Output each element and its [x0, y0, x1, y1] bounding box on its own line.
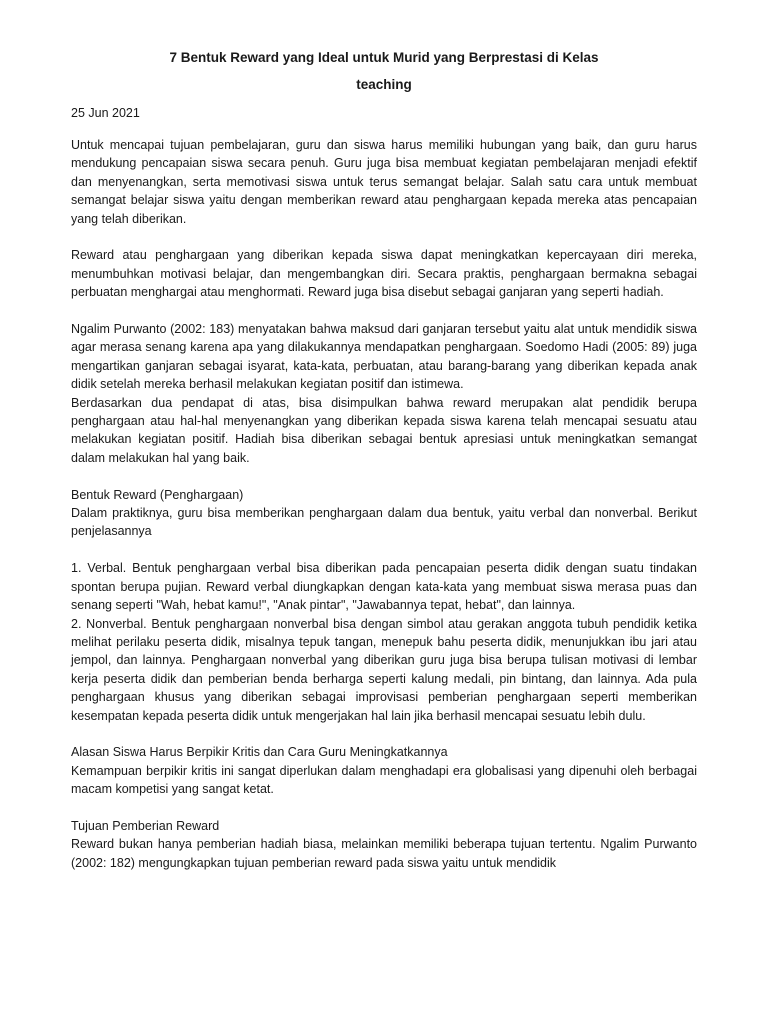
paragraph-reward-definition: Reward atau penghargaan yang diberikan kepada siswa dapat meningkatkan kepercayaan diri mereka, menumbuhkan motivasi belajar, dan mengembangkan diri. Secara praktis, penghargaan bermakna sebagai perbuatan menghargai atau menghormati. Reward juga bisa disebut sebagai ganjaran yang seperti hadiah.	[71, 248, 697, 300]
document-page	[71, 0, 697, 1024]
paragraph-expert-opinions: Ngalim Purwanto (2002: 183) menyatakan bahwa maksud dari ganjaran tersebut yaitu alat untuk mendidik siswa agar merasa senang karena apa yang dilakukannya mendapatkan penghargaan. Soedomo Hadi (2005: 89) juga mengartikan ganjaran sebagai isyarat, kata-kata, perbuatan, atau barang-barang yang diberikan kepada anak didik setelah mereka berhasil melakukan kegiatan positif dan istimewa.	[71, 322, 697, 392]
paragraph-spacer	[71, 302, 697, 320]
document-title: 7 Bentuk Reward yang Ideal untuk Murid yang Berprestasi di Kelas	[169, 50, 599, 65]
document-category: teaching	[356, 77, 412, 92]
paragraph-spacer	[71, 467, 697, 485]
paragraph-spacer	[71, 725, 697, 743]
document-body	[71, 136, 697, 872]
section-heading-berpikir-kritis: Alasan Siswa Harus Berpikir Kritis dan Cara Guru Meningkatkannya	[71, 745, 448, 760]
paragraph-tujuan-reward: Reward bukan hanya pemberian hadiah biasa, melainkan memiliki beberapa tujuan tertentu. Ngalim Purwanto (2002: 182) mengungkapkan tujuan pemberian reward pada siswa yaitu untuk mendidik	[71, 837, 697, 870]
paragraph-spacer	[71, 799, 697, 817]
paragraph-berpikir-kritis: Kemampuan berpikir kritis ini sangat diperlukan dalam menghadapi era globalisasi yang dipenuhi oleh berbagai macam kompetisi yang sangat ketat.	[71, 763, 697, 797]
section-heading-tujuan-reward: Tujuan Pemberian Reward	[71, 818, 220, 833]
paragraph-bentuk-intro: Dalam praktiknya, guru bisa memberikan penghargaan dalam dua bentuk, yaitu verbal dan nonverbal. Berikut penjelasannya	[71, 506, 697, 539]
paragraph-spacer	[71, 228, 697, 246]
paragraph-conclusion: Berdasarkan dua pendapat di atas, bisa disimpulkan bahwa reward merupakan alat pendidik berupa penghargaan atau hal-hal menyenangkan yang diberikan kepada siswa karena telah mencapai sesuatu atau melakukan kegiatan positif. Hadiah bisa diberikan sebagai bentuk apresiasi untuk meningkatkan semangat dalam melakukan hal yang baik.	[71, 395, 697, 465]
list-item-nonverbal: 2. Nonverbal. Bentuk penghargaan nonverbal bisa dengan simbol atau gerakan anggota tubuh pendidik ketika melihat perilaku peserta didik, misalnya tepuk tangan, menepuk bahu peserta didik, menunjukkan ibu jari atau jempol, dan lainnya. Penghargaan nonverbal yang diberikan guru juga bisa berupa tulisan motivasi di lembar kerja peserta didik dan pemberian benda berharga seperti kalung medali, pin bintang, dan lainnya. Ada pula penghargaan khusus yang diberikan sebagai improvisasi pemberian penghargaan seperti memberikan kesempatan kepada peserta didik untuk mengerjakan hal lain jika berhasil mencapai sesuatu lebih dulu.	[71, 616, 697, 723]
paragraph-intro: Untuk mencapai tujuan pembelajaran, guru dan siswa harus memiliki hubungan yang baik, dan guru harus mendukung pencapaian siswa secara penuh. Guru juga bisa membuat kegiatan pembelajaran menjadi efektif dan menyenangkan, serta memotivasi siswa untuk terus semangat belajar. Salah satu cara untuk membuat semangat belajar siswa yaitu dengan memberikan reward atau penghargaan kepada mereka atas pencapaian yang telah diberikan.	[71, 138, 697, 226]
section-heading-bentuk-reward: Bentuk Reward (Penghargaan)	[71, 487, 244, 502]
publish-date: 25 Jun 2021	[71, 106, 140, 120]
list-item-verbal: 1. Verbal. Bentuk penghargaan verbal bisa diberikan pada pencapaian peserta didik dengan suatu tindakan spontan berupa pujian. Reward verbal diungkapkan dengan kata-kata yang membuat siswa merasa puas dan senang seperti "Wah, hebat kamu!", "Anak pintar", "Jawabannya tepat, hebat", dan lainnya.	[71, 561, 697, 613]
paragraph-spacer	[71, 541, 697, 559]
